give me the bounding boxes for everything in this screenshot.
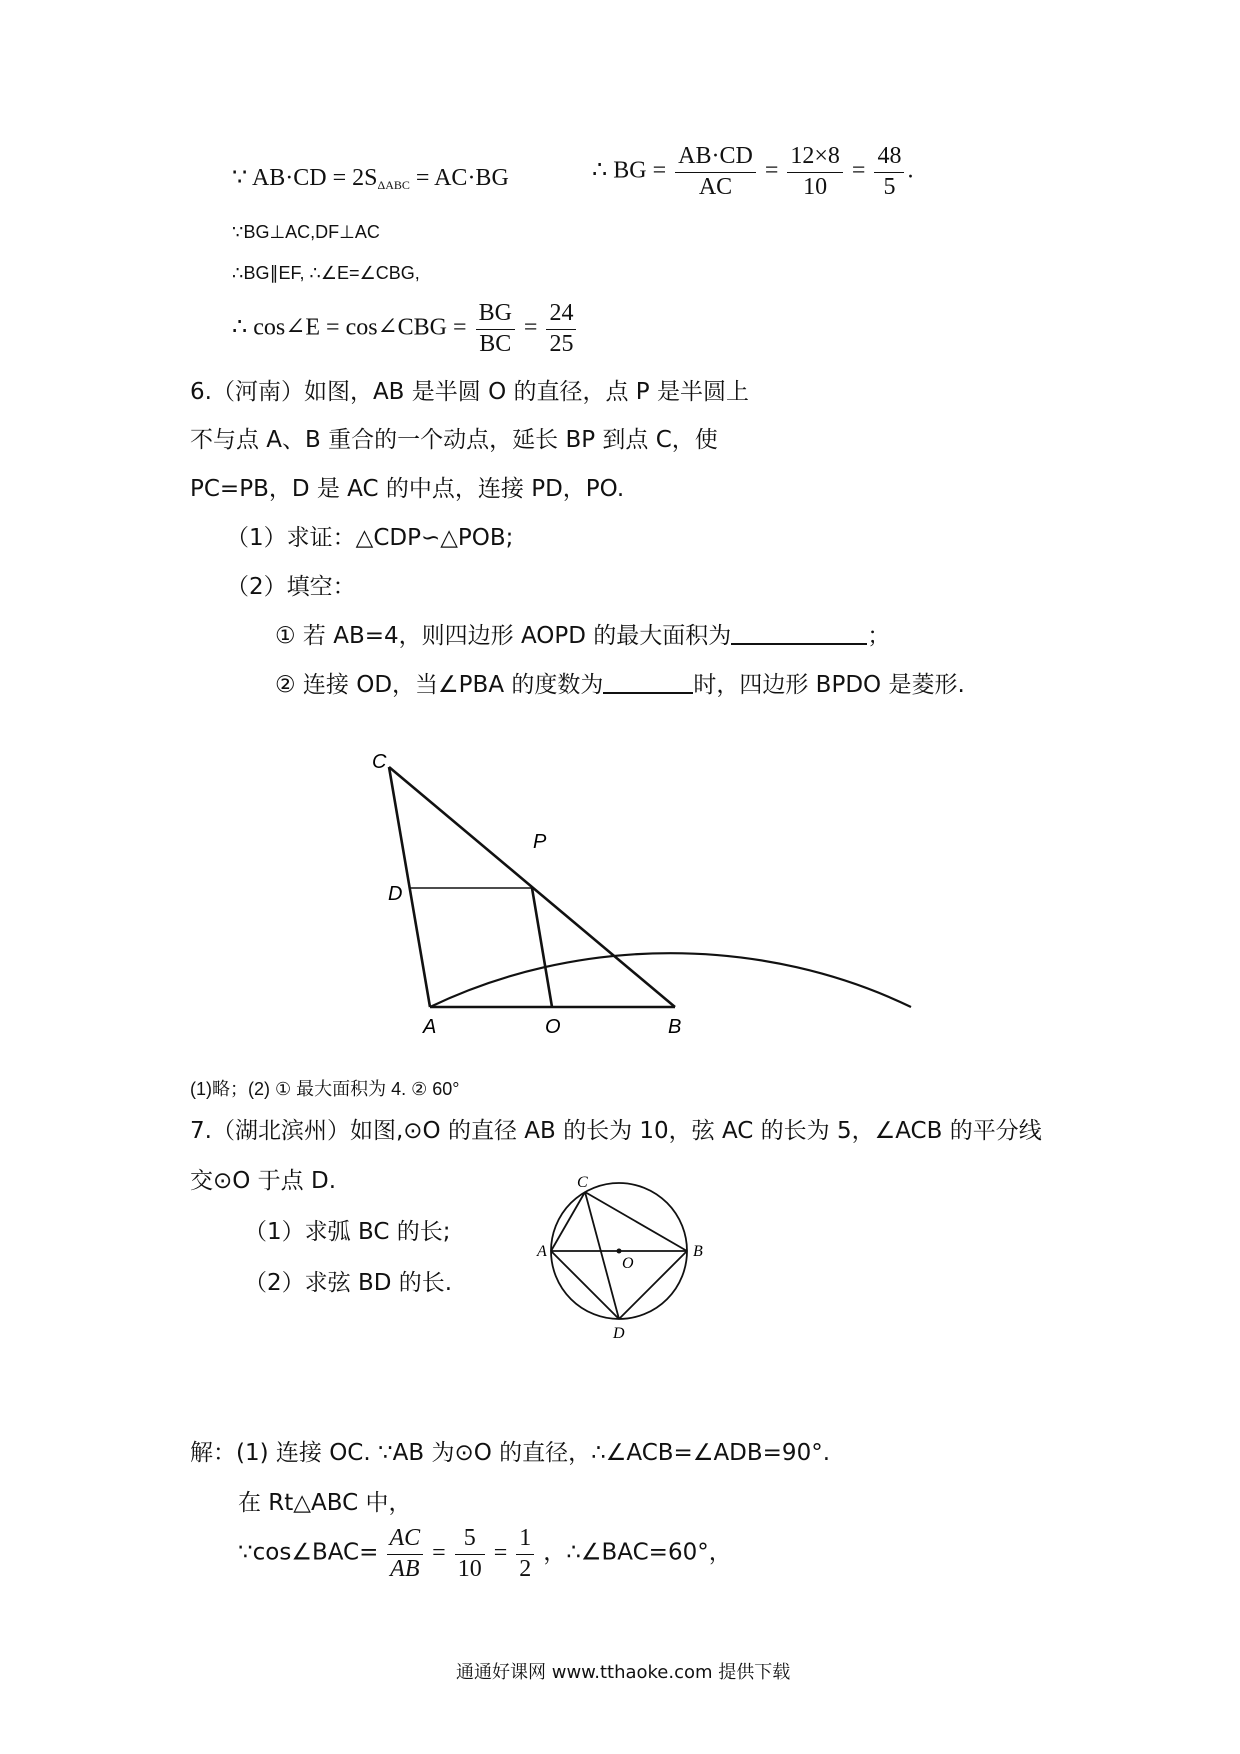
sol5-line-3: ∴BG∥EF, ∴∠E=∠CBG, — [232, 263, 420, 283]
p6-sub1-text: ① 若 AB=4，则四边形 AOPD 的最大面积为 — [275, 623, 732, 649]
label-D: D — [613, 1325, 625, 1342]
sol7-line-1: 解：(1) 连接 OC. ∵AB 为⊙O 的直径，∴∠ACB=∠ADB=90°. — [190, 1440, 831, 1466]
frac-num: BG — [476, 300, 515, 330]
p7-line-1: 7.（湖北滨州）如图,⊙O 的直径 AB 的长为 10，弦 AC 的长为 5，∠ACB 的平分线 — [190, 1118, 1042, 1144]
p7-line-2: 交⊙O 于点 D. — [190, 1168, 337, 1194]
answer-blank-2[interactable] — [603, 672, 693, 694]
frac-num: 1 — [516, 1525, 534, 1555]
frac-num: 48 — [874, 143, 904, 173]
chord-AC — [551, 1192, 585, 1251]
label-P: P — [533, 831, 547, 853]
sol5-frac-1 — [675, 143, 756, 201]
sol5-frac-4 — [476, 300, 515, 358]
p7-circle-figure — [530, 1165, 710, 1345]
p6-line-3: PC=PB，D 是 AC 的中点，连接 PD，PO. — [190, 476, 625, 502]
sol5-bg-formula: ∴ BG = $\frac{AB\cdot CD}{AC}$ = $\frac{12\times 8}{10}$ = $\frac{48}{5}$ . — [592, 143, 914, 200]
label-O: O — [622, 1255, 634, 1272]
frac-den: AC — [698, 173, 733, 200]
sol7-fractions: $\frac{AC}{AB}$ = $\frac{5}{10}$ = $\frac{1}{2}$ — [384, 1540, 544, 1566]
chord-CB — [585, 1192, 687, 1251]
frac-den: 10 — [803, 173, 828, 200]
segment-PO — [532, 888, 552, 1007]
sol5-frac-3 — [874, 143, 904, 201]
frac-den: 25 — [549, 330, 574, 357]
label-B: B — [668, 1016, 682, 1038]
sol5-therefore: ∴ BG = — [592, 157, 667, 184]
sol5-frac-2 — [787, 143, 843, 201]
p6-line-2: 不与点 A、B 重合的一个动点，延长 BP 到点 C，使 — [190, 427, 718, 453]
p6-sub-2 — [275, 666, 965, 699]
sol7-eq3-right: ，∴∠BAC=60°， — [543, 1539, 732, 1566]
label-C: C — [372, 751, 387, 773]
frac-den: 5 — [883, 173, 896, 200]
label-C: C — [577, 1174, 588, 1191]
sol5-frac-5 — [546, 300, 576, 358]
frac-den: AB — [390, 1555, 420, 1582]
chord-AD — [551, 1251, 619, 1319]
sol5-eq1-left: ∵ AB·CD = 2S — [232, 165, 378, 191]
p7-part-2: （2）求弦 BD 的长. — [244, 1270, 453, 1296]
p6-sub2-end: 时，四边形 BPDO 是菱形. — [693, 672, 965, 698]
sol5-line-2: ∵BG⊥AC,DF⊥AC — [232, 222, 380, 242]
answer-blank-1[interactable] — [731, 623, 867, 645]
sol5-equation-1 — [232, 163, 509, 193]
semicircle-arc — [430, 953, 911, 1007]
frac-num: 24 — [546, 300, 576, 330]
sol5-eq1-right: = AC·BG — [409, 165, 509, 191]
p6-sub-1 — [275, 617, 890, 650]
frac-den: 10 — [457, 1555, 482, 1582]
frac-num: 5 — [455, 1525, 485, 1555]
label-D: D — [388, 883, 403, 905]
sol7-frac-3 — [516, 1525, 534, 1583]
center-dot — [617, 1249, 622, 1254]
sol5-eq1-sub: ΔABC — [377, 178, 410, 192]
frac-num: AB·CD — [675, 143, 756, 173]
sol7-frac-1 — [387, 1525, 424, 1583]
sol7-line-2: 在 Rt△ABC 中， — [238, 1490, 412, 1516]
p7-part-1: （1）求弧 BC 的长; — [244, 1219, 451, 1245]
sol7-eq3-left: ∵cos∠BAC= — [238, 1539, 379, 1566]
p6-answer: (1)略；(2) ① 最大面积为 4. ② 60° — [190, 1079, 460, 1099]
p6-sub2-text: ② 连接 OD，当∠PBA 的度数为 — [275, 672, 604, 698]
chord-CD — [585, 1192, 619, 1319]
frac-num: 12×8 — [787, 143, 843, 173]
label-O: O — [545, 1016, 561, 1038]
sol7-frac-2 — [455, 1525, 485, 1583]
frac-den: 2 — [519, 1555, 532, 1582]
sol7-equation-3 — [238, 1525, 732, 1583]
frac-den: BC — [479, 330, 512, 357]
p6-part-2: （2）填空： — [226, 574, 356, 600]
page-footer: 通通好课网 www.tthaoke.com 提供下载 — [456, 1662, 791, 1683]
label-A: A — [537, 1243, 547, 1260]
sol5-eq4-left: ∴ cos∠E = cos∠CBG = — [232, 314, 467, 341]
p6-line-1: 6.（河南）如图，AB 是半圆 O 的直径，点 P 是半圆上 — [190, 379, 749, 405]
p6-part-1: （1）求证：△CDP∽△POB; — [226, 525, 514, 551]
sol5-equation-4: ∴ cos∠E = cos∠CBG = $\frac{BG}{BC}$ = $\frac{24}{25}$ — [232, 300, 579, 358]
label-A: A — [423, 1016, 437, 1038]
frac-num: AC — [387, 1525, 424, 1555]
p6-semicircle-figure — [360, 740, 920, 1040]
label-B: B — [693, 1243, 703, 1260]
p6-sub1-end: ； — [867, 623, 891, 649]
